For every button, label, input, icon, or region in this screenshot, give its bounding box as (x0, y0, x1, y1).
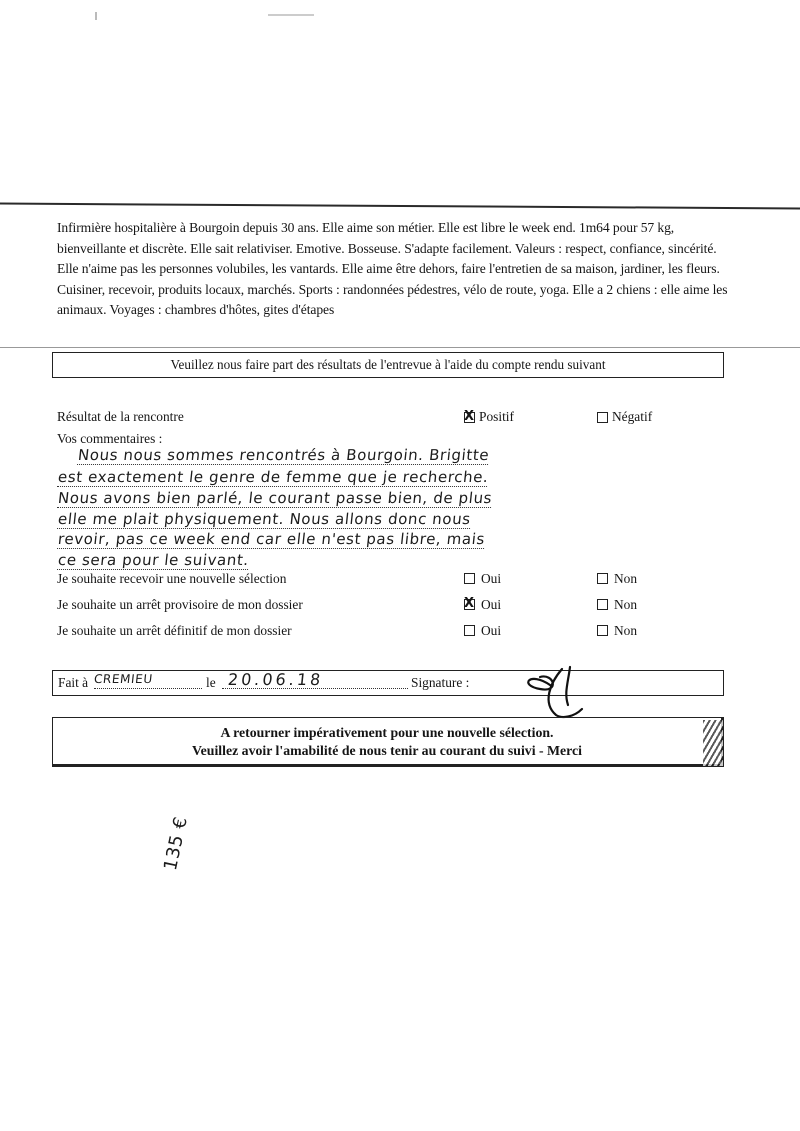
profile-description: Infirmière hospitalière à Bourgoin depuis 30 ans. Elle aime son métier. Elle est libre le week end. 1m64 pour 57 kg, bienveillante et discrète. Elle sait relativiser. Emotive. Bosseuse. S'adapte facilement. Valeurs : respect, confiance, sincérité. Elle n'aime pas les personnes volubiles, les vantards. Elle aime être dehors, faire l'entretien de sa maison, jardiner, les fleurs. Cuisiner, recevoir, produits locaux, marchés. Sports : randonnées pédestres, vélo de route, yoga. Elle a 2 chiens : elle aime les animaux. Voyages : chambres d'hôtes, gites d'étapes (57, 220, 728, 317)
comment-line-3: Nous avons bien parlé, le courant passe bien, de plus (57, 489, 494, 507)
option-non-label: Non (614, 571, 638, 586)
comments-label: Vos commentaires : (57, 431, 163, 446)
edge-scan-mark (703, 720, 723, 766)
top-scan-mark (268, 14, 314, 16)
date-handwritten: 20.06.18 (227, 670, 325, 689)
option-oui-label: Oui (481, 623, 502, 638)
oui-check-mark: X (464, 596, 475, 611)
option-oui-label: Oui (481, 571, 502, 586)
positive-checkbox[interactable] (464, 409, 475, 424)
footer-box (52, 717, 724, 767)
comment-line-6: ce sera pour le suivant. (57, 551, 250, 569)
place-dotted-line (94, 688, 202, 689)
option-non-checkbox[interactable] (597, 625, 608, 636)
negative-label: Négatif (612, 409, 653, 424)
option-non-checkbox[interactable] (597, 599, 608, 610)
negative-checkbox[interactable] (597, 412, 608, 423)
instructions-box (52, 352, 724, 378)
positive-label: Positif (479, 409, 514, 424)
fait-a-label: Fait à (58, 675, 89, 690)
option-oui-checkbox[interactable] (464, 625, 475, 636)
top-scan-mark (95, 12, 97, 20)
profile-divider (0, 347, 800, 348)
le-label: le (206, 675, 216, 690)
footer-line-2: Veuillez avoir l'amabilité de nous tenir au courant du suivi - Merci (191, 743, 583, 758)
top-divider (0, 203, 800, 210)
date-dotted-line (222, 688, 408, 689)
margin-note-handwritten: 135 € (160, 814, 192, 873)
footer-line-1: A retourner impérativement pour une nouvelle sélection. (220, 725, 554, 740)
option-label: Je souhaite un arrêt définitif de mon dossier (57, 623, 292, 638)
comment-line-5: revoir, pas ce week end car elle n'est pas libre, mais (57, 530, 486, 548)
option-oui-checkbox[interactable] (464, 596, 475, 611)
option-oui-label: Oui (481, 597, 502, 612)
option-oui-checkbox[interactable] (464, 573, 475, 584)
place-handwritten: CREMIEU (93, 672, 154, 686)
comment-line-1: Nous nous sommes rencontrés à Bourgoin. Brigitte (77, 446, 491, 464)
option-non-label: Non (614, 623, 638, 638)
option-non-label: Non (614, 597, 638, 612)
signature-scribble (510, 663, 600, 723)
result-label: Résultat de la rencontre (57, 409, 184, 424)
option-label: Je souhaite un arrêt provisoire de mon dossier (57, 597, 303, 612)
comment-line-2: est exactement le genre de femme que je recherche. (57, 468, 490, 486)
instructions-text: Veuillez nous faire part des résultats de l'entrevue à l'aide du compte rendu suivant (170, 357, 606, 372)
positive-check-mark: X (464, 409, 475, 424)
option-label: Je souhaite recevoir une nouvelle sélection (57, 571, 287, 586)
comment-line-4: elle me plait physiquement. Nous allons donc nous (57, 510, 472, 528)
signature-label: Signature : (411, 675, 470, 690)
option-non-checkbox[interactable] (597, 573, 608, 584)
